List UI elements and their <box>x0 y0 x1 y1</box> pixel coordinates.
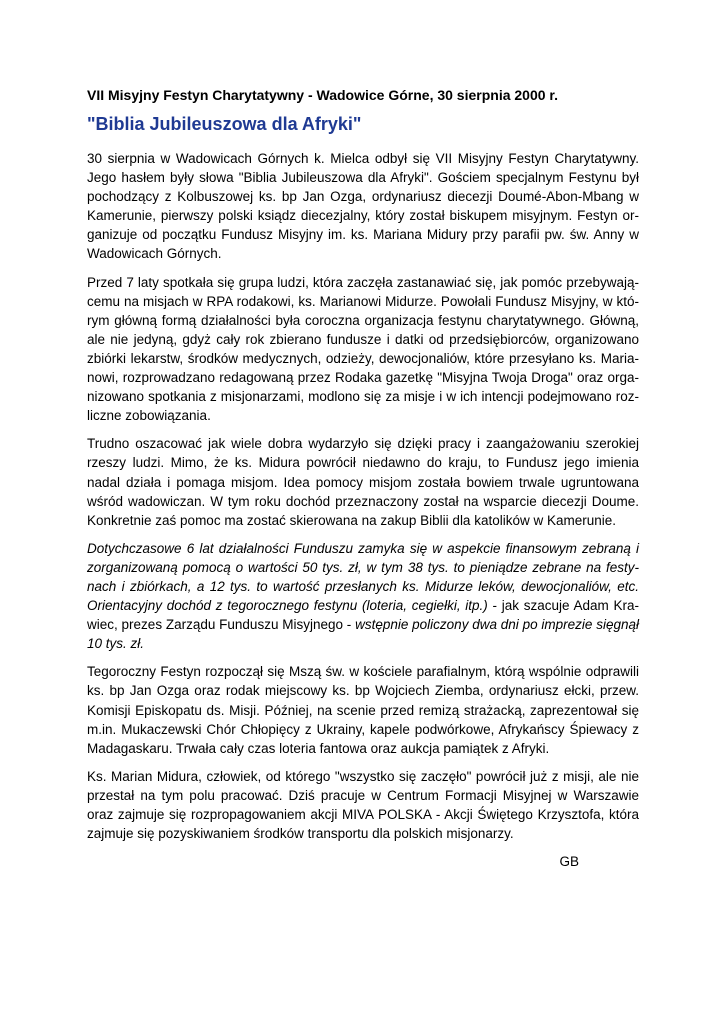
document-page <box>87 86 639 871</box>
financial-summary-part1: Dotychczasowe 6 lat działalności Funduszu zamyka się w aspekcie finansowym zebraną i zorganizowaną pomocą o wartości 50 tys. zł, w tym 38 tys. to pieniądze zebrane na festynach i zbiórkach, a 12 tys. to wartość przesłanych ks. Midurze leków, dewocjonaliów, etc. Orientacyjny dochód z tegorocznego festynu (loteria, cegiełki, itp.) <box>87 540 639 614</box>
financial-summary-part3: wstępnie policzony dwa dni po imprezie sięgnął 10 tys. zł. <box>87 617 639 652</box>
event-header: VII Misyjny Festyn Charytatywny - Wadowice Górne, 30 sierpnia 2000 r. <box>87 87 558 103</box>
paragraph-financial-summary <box>87 539 639 654</box>
article-title: "Biblia Jubileuszowa dla Afryki" <box>87 114 362 134</box>
paragraph-festival-program: Tegoroczny Festyn rozpoczął się Mszą św. w kościele parafialnym, którą wspólnie odprawili ks. bp Jan Ozga oraz rodak miejscowy ks. bp Wojciech Ziemba, ordynariusz ełcki, przew. Komisji Episkopatu ds. Misji. Później, na scenie przed remizą strażacką, zaprezentował się m.in. Mukaczewski Chór Chłopięcy z Ukrainy, kapele podwórkowe, Afrykańscy Śpiewacy z Madagaskaru. Trwała cały czas loteria fantowa oraz aukcja pamiątek z Afryki. <box>87 664 639 756</box>
paragraph-history: Przed 7 laty spotkała się grupa ludzi, która zaczęła zastanawiać się, jak pomóc przebywającemu na misjach w RPA rodakowi, ks. Marianowi Midurze. Powołali Fundusz Misyjny, w którym główną formą działalności była coroczna organizacja festynu charytatywnego. Główną, ale nie jedyną, gdyż cały rok zbierano fundusze i datki od przedsiębiorców, organizowano zbiórki lekarstw, środków medycznych, odzieży, dewocjonaliów, które przesyłano ks. Marianowi, rozprowadzano redagowaną przez Rodaka gazetkę "Misyjna Twoja Droga" oraz organizowano spotkania z misjonarzami, modlono się za misje i w ich intencji podejmowano rozliczne zobowiązania. <box>87 274 639 424</box>
paragraph-closing: Ks. Marian Midura, człowiek, od którego "wszystko się zaczęło" powrócił już z misji, ale nie przestał na tym polu pracować. Dziś pracuje w Centrum Formacji Misyjnej w Warszawie oraz zajmuje się rozpropagowaniem akcji MIVA POLSKA - Akcji Świętego Krzysztofa, która zajmuje się pozyskiwaniem środków transportu dla polskich misjonarzy. <box>87 768 639 842</box>
paragraph-impact: Trudno oszacować jak wiele dobra wydarzyło się dzięki pracy i zaangażowaniu szerokiej rzeszy ludzi. Mimo, że ks. Midura powrócił niedawno do kraju, to Fundusz jego imienia nadal działa i pomaga misjom. Idea pomocy misjom została bowiem trwale ugruntowana wśród wadowiczan. W tym roku dochód przeznaczony został na wsparcie diecezji Doume. Konkretnie zaś pomoc ma zostać skierowana na zakup Biblii dla katolików w Kamerunie. <box>87 436 639 528</box>
author-signature: GB <box>559 854 579 870</box>
financial-summary-part2: - jak szacuje Adam Krawiec, prezes Zarządu Funduszu Misyjnego - <box>87 598 640 633</box>
paragraph-intro: 30 sierpnia w Wadowicach Górnych k. Mielca odbył się VII Misyjny Festyn Charytatywny. Jego hasłem były słowa "Biblia Jubileuszowa dla Afryki". Gościem specjalnym Festynu był pochodzący z Kolbuszowej ks. bp Jan Ozga, ordynariusz diecezji Doumé-Abon-Mbang w Kamerunie, pierwszy polski ksiądz diecezjalny, który został biskupem misyjnym. Festyn organizuje od początku Fundusz Misyjny im. ks. Mariana Midury przy parafii pw. św. Anny w Wadowicach Górnych. <box>87 151 639 262</box>
